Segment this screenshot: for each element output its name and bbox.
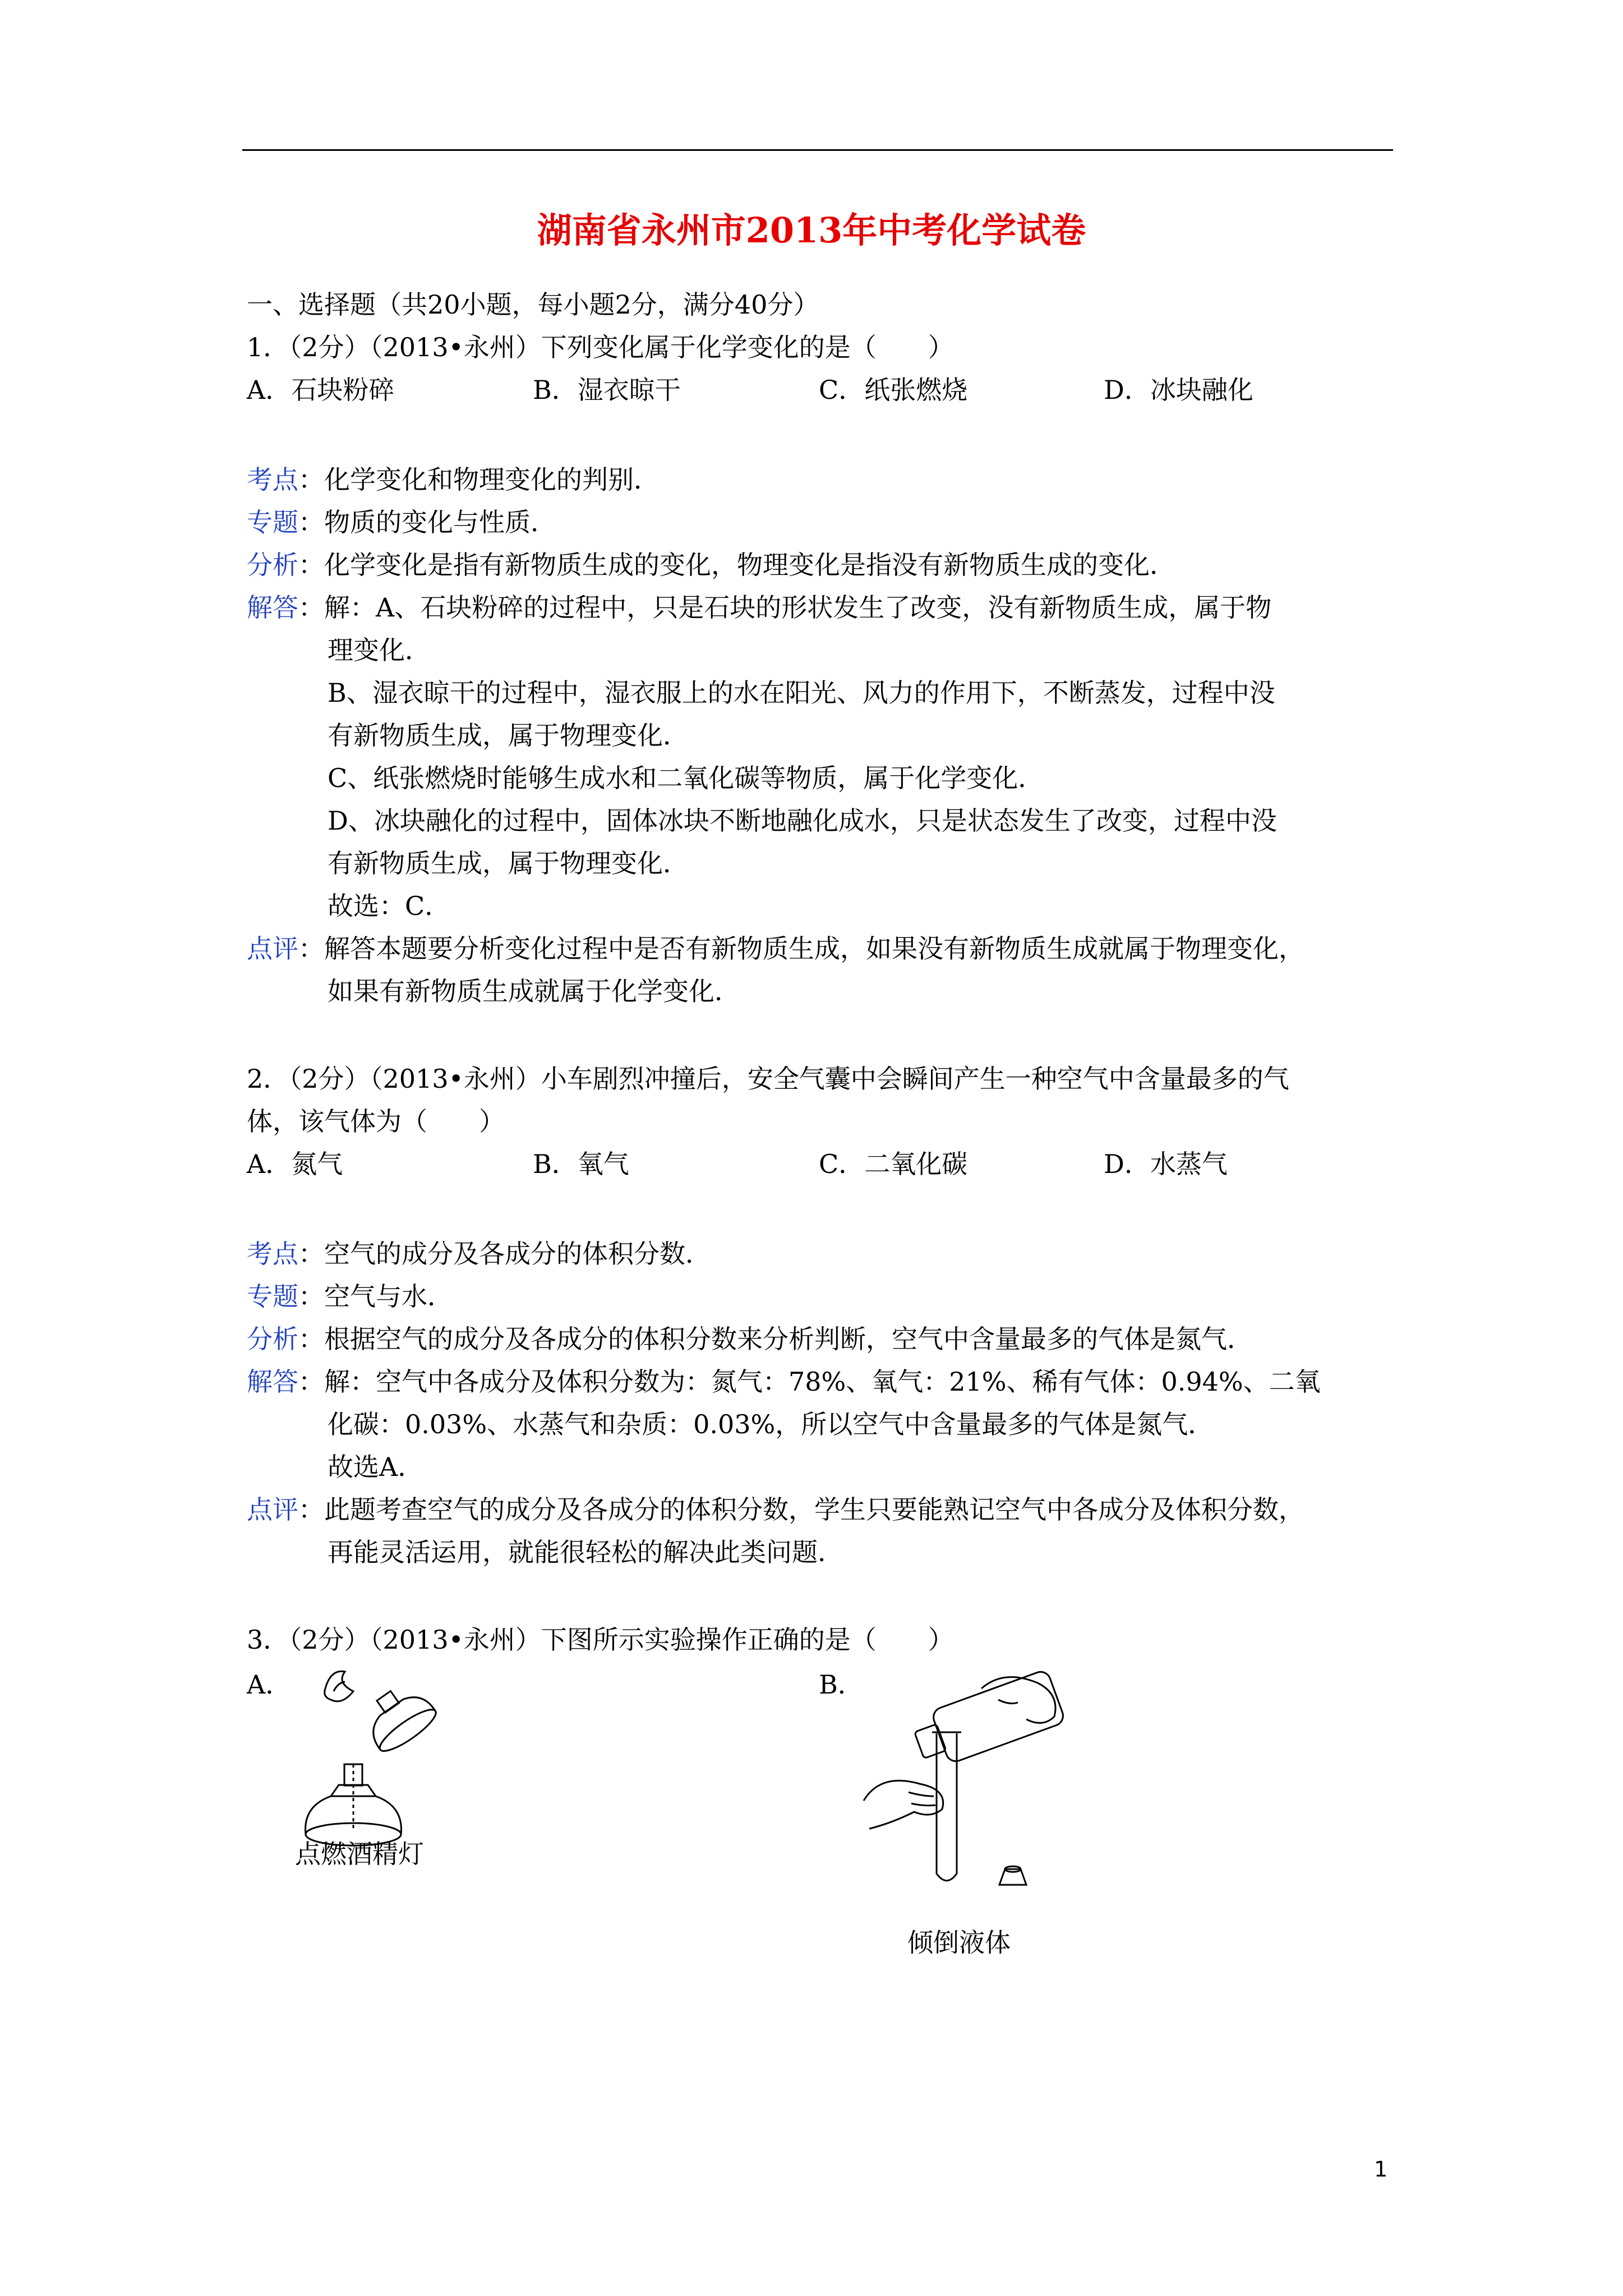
pouring-liquid-illustration (858, 1672, 1105, 1913)
q3-option-b: B． (819, 1669, 864, 1700)
page-number: 1 (1374, 2157, 1388, 2182)
q1-kaodian-text: ：化学变化和物理变化的判别． (298, 464, 660, 495)
q1-option-d: D．冰块融化 (1104, 375, 1253, 405)
label-fenxi: 分析 (247, 1324, 298, 1354)
label-fenxi: 分析 (247, 550, 298, 580)
caption-pouring-liquid: 倾倒液体 (907, 1927, 1011, 1958)
q1-jieda-line: 理变化． (328, 635, 431, 665)
q2-jieda-line: 化碳：0.03%、水蒸气和杂质：0.03%，所以空气中含量最多的气体是氮气． (328, 1409, 1214, 1439)
q2-dianping-line: 再能灵活运用，就能很轻松的解决此类问题． (328, 1537, 843, 1567)
q1-option-c: C．纸张燃烧 (819, 375, 968, 405)
q2-zhuanti (247, 1281, 453, 1312)
q2-jieda-line: 故选A． (328, 1452, 424, 1482)
q2-option-d: D．水蒸气 (1104, 1149, 1228, 1179)
q2-option-b: B．氧气 (533, 1149, 629, 1179)
q3-stem: 3．（2分）（2013•永州）下图所示实验操作正确的是（ ） (247, 1625, 954, 1655)
q2-jieda (247, 1366, 1321, 1397)
alcohol-lamp-illustration (292, 1666, 460, 1851)
page-title: 湖南省永州市2013年中考化学试卷 (537, 210, 1086, 251)
label-kaodian: 考点 (247, 464, 298, 495)
q1-dianping-line: ：解答本题要分析变化过程中是否有新物质生成，如果没有新物质生成就属于物理变化， (298, 933, 1304, 964)
q2-dianping-line: ：此题考查空气的成分及各成分的体积分数，学生只要能熟记空气中各成分及体积分数， (298, 1494, 1304, 1525)
q1-option-a: A．石块粉碎 (247, 375, 395, 405)
q2-option-c: C．二氧化碳 (819, 1149, 968, 1179)
label-dianping: 点评 (247, 1494, 298, 1525)
label-jieda: 解答 (247, 1366, 298, 1397)
caption-alcohol-lamp: 点燃酒精灯 (295, 1839, 424, 1869)
section-heading: 一、选择题（共20小题，每小题2分，满分40分） (247, 289, 819, 320)
q2-kaodian-text: ：空气的成分及各成分的体积分数． (298, 1239, 711, 1269)
label-kaodian: 考点 (247, 1239, 298, 1269)
q2-fenxi (247, 1326, 1253, 1352)
label-zhuanti: 专题 (247, 1281, 298, 1312)
q1-stem: 1．（2分）（2013•永州）下列变化属于化学变化的是（ ） (247, 332, 954, 362)
q1-jieda-line: 有新物质生成，属于物理变化． (328, 848, 689, 878)
label-zhuanti: 专题 (247, 507, 298, 537)
q2-zhuanti-text: ：空气与水． (298, 1281, 453, 1312)
q1-jieda-line: 有新物质生成，属于物理变化． (328, 720, 689, 751)
q1-jieda-line: C、纸张燃烧时能够生成水和二氧化碳等物质，属于化学变化． (328, 763, 1044, 793)
q2-fenxi-text: ：根据空气的成分及各成分的体积分数来分析判断，空气中含量最多的气体是氮气． (298, 1324, 1253, 1354)
q1-jieda (247, 592, 1272, 623)
q1-dianping-line: 如果有新物质生成就属于化学变化． (328, 976, 740, 1006)
header-rule (242, 149, 1393, 151)
q1-fenxi (247, 552, 1175, 578)
q1-fenxi-text: ：化学变化是指有新物质生成的变化，物理变化是指没有新物质生成的变化． (298, 550, 1175, 580)
q3-option-a: A． (247, 1669, 292, 1700)
label-dianping: 点评 (247, 933, 298, 964)
q1-option-b: B．湿衣晾干 (533, 375, 681, 405)
q2-jieda-line: ：解：空气中各成分及体积分数为：氮气：78%、氧气：21%、稀有气体：0.94%、二氧 (298, 1366, 1321, 1397)
q1-kaodian (247, 464, 660, 495)
q1-zhuanti (247, 509, 556, 535)
q2-kaodian (247, 1241, 711, 1267)
q1-jieda-line: B、湿衣晾干的过程中，湿衣服上的水在阳光、风力的作用下，不断蒸发，过程中没 (328, 678, 1275, 708)
q2-option-a: A．氮气 (247, 1149, 343, 1179)
q1-jieda-line: ：解：A、石块粉碎的过程中，只是石块的形状发生了改变，没有新物质生成，属于物 (298, 592, 1272, 623)
q2-dianping (247, 1494, 1304, 1525)
label-jieda: 解答 (247, 592, 298, 623)
q1-jieda-line: 故选：C． (328, 891, 451, 921)
q1-jieda-line: D、冰块融化的过程中，固体冰块不断地融化成水，只是状态发生了改变，过程中没 (328, 806, 1277, 836)
q1-dianping (247, 933, 1304, 964)
q2-stem-line: 体，该气体为（ ） (247, 1106, 505, 1137)
q1-zhuanti-text: ：物质的变化与性质． (298, 507, 556, 537)
q2-stem-line: 2．（2分）（2013•永州）小车剧烈冲撞后，安全气囊中会瞬间产生一种空气中含量最多的气 (247, 1064, 1289, 1094)
